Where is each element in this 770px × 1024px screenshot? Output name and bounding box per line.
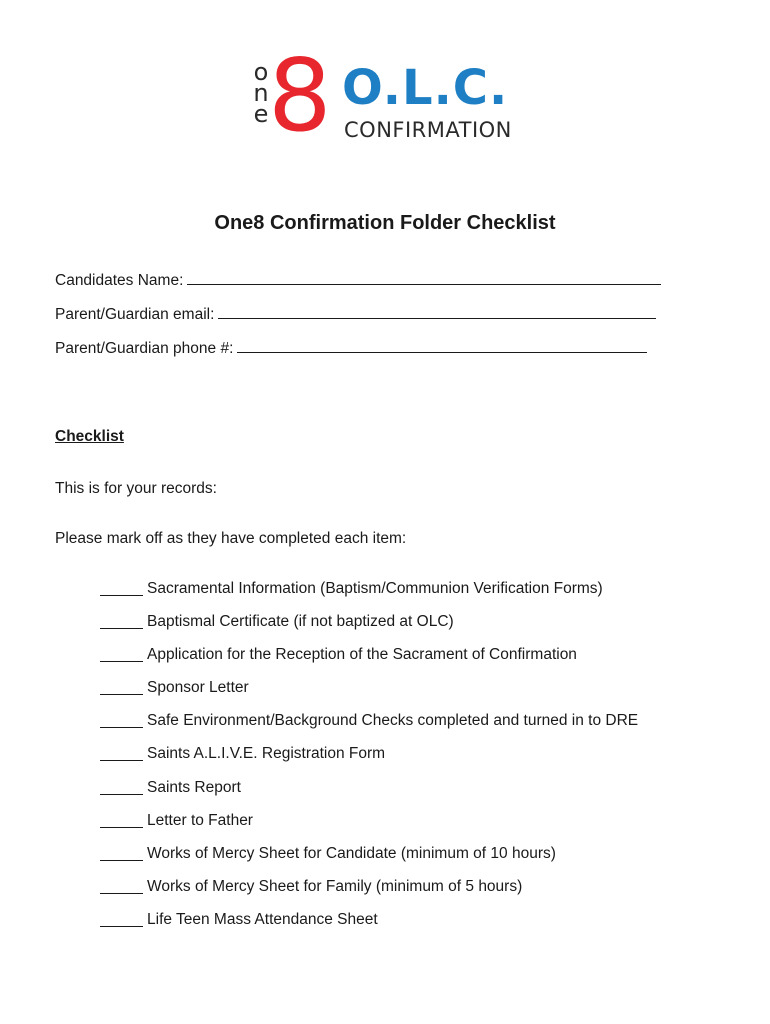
checklist-heading: Checklist (55, 428, 124, 445)
checklist-item[interactable] (100, 878, 638, 911)
checklist-items (100, 580, 638, 944)
parent-phone-field[interactable] (55, 338, 647, 358)
parent-email-label: Parent/Guardian email: (55, 306, 215, 323)
parent-email-blank[interactable] (218, 304, 656, 319)
check-blank[interactable] (100, 646, 143, 662)
check-blank[interactable] (100, 779, 143, 795)
checklist-item[interactable] (100, 646, 638, 679)
check-blank[interactable] (100, 911, 143, 927)
check-blank[interactable] (100, 712, 143, 728)
checklist-item-label: Works of Mercy Sheet for Candidate (minimum of 10 hours) (147, 844, 556, 862)
logo-eight: 8 (268, 37, 332, 154)
logo-letter-o: o (253, 58, 269, 86)
checklist-item-label: Works of Mercy Sheet for Family (minimum of 5 hours) (147, 877, 523, 895)
parent-phone-label: Parent/Guardian phone #: (55, 340, 234, 357)
checklist-item-label: Life Teen Mass Attendance Sheet (147, 910, 378, 928)
checklist-item[interactable] (100, 613, 638, 646)
checklist-item[interactable] (100, 845, 638, 878)
check-blank[interactable] (100, 745, 143, 761)
olc-confirmation-logo (250, 37, 530, 154)
check-blank[interactable] (100, 679, 143, 695)
candidate-name-blank[interactable] (187, 270, 661, 285)
logo-letter-n: n (253, 79, 269, 107)
checklist-item[interactable] (100, 712, 638, 745)
instruction-text: Please mark off as they have completed each item: (55, 530, 407, 547)
checklist-item-label: Sponsor Letter (147, 679, 249, 697)
parent-email-field[interactable] (55, 304, 656, 324)
checklist-item[interactable] (100, 580, 638, 613)
records-note: This is for your records: (55, 480, 217, 497)
logo-confirmation-text: CONFIRMATION (344, 118, 512, 142)
checklist-item-label: Safe Environment/Background Checks completed and turned in to DRE (147, 712, 639, 730)
check-blank[interactable] (100, 613, 143, 629)
parent-phone-blank[interactable] (237, 338, 647, 353)
logo-letter-e: e (253, 100, 269, 128)
candidate-name-field[interactable] (55, 270, 661, 290)
candidate-name-label: Candidates Name: (55, 272, 184, 289)
page-title: One8 Confirmation Folder Checklist (214, 212, 556, 234)
check-blank[interactable] (100, 845, 143, 861)
checklist-item[interactable] (100, 812, 638, 845)
checklist-item[interactable] (100, 679, 638, 712)
check-blank[interactable] (100, 878, 143, 894)
check-blank[interactable] (100, 580, 143, 596)
logo-olc-text: O.L.C. (342, 60, 509, 116)
checklist-item[interactable] (100, 911, 638, 944)
checklist-item-label: Sacramental Information (Baptism/Communion Verification Forms) (147, 580, 603, 597)
checklist-item-label: Saints A.L.I.V.E. Registration Form (147, 745, 386, 763)
checklist-item-label: Application for the Reception of the Sacrament of Confirmation (147, 646, 577, 664)
checklist-item-label: Saints Report (147, 778, 241, 796)
checklist-item-label: Letter to Father (147, 811, 253, 829)
checklist-item[interactable] (100, 745, 638, 778)
checklist-item[interactable] (100, 779, 638, 812)
check-blank[interactable] (100, 812, 143, 828)
checklist-item-label: Baptismal Certificate (if not baptized at OLC) (147, 613, 454, 631)
